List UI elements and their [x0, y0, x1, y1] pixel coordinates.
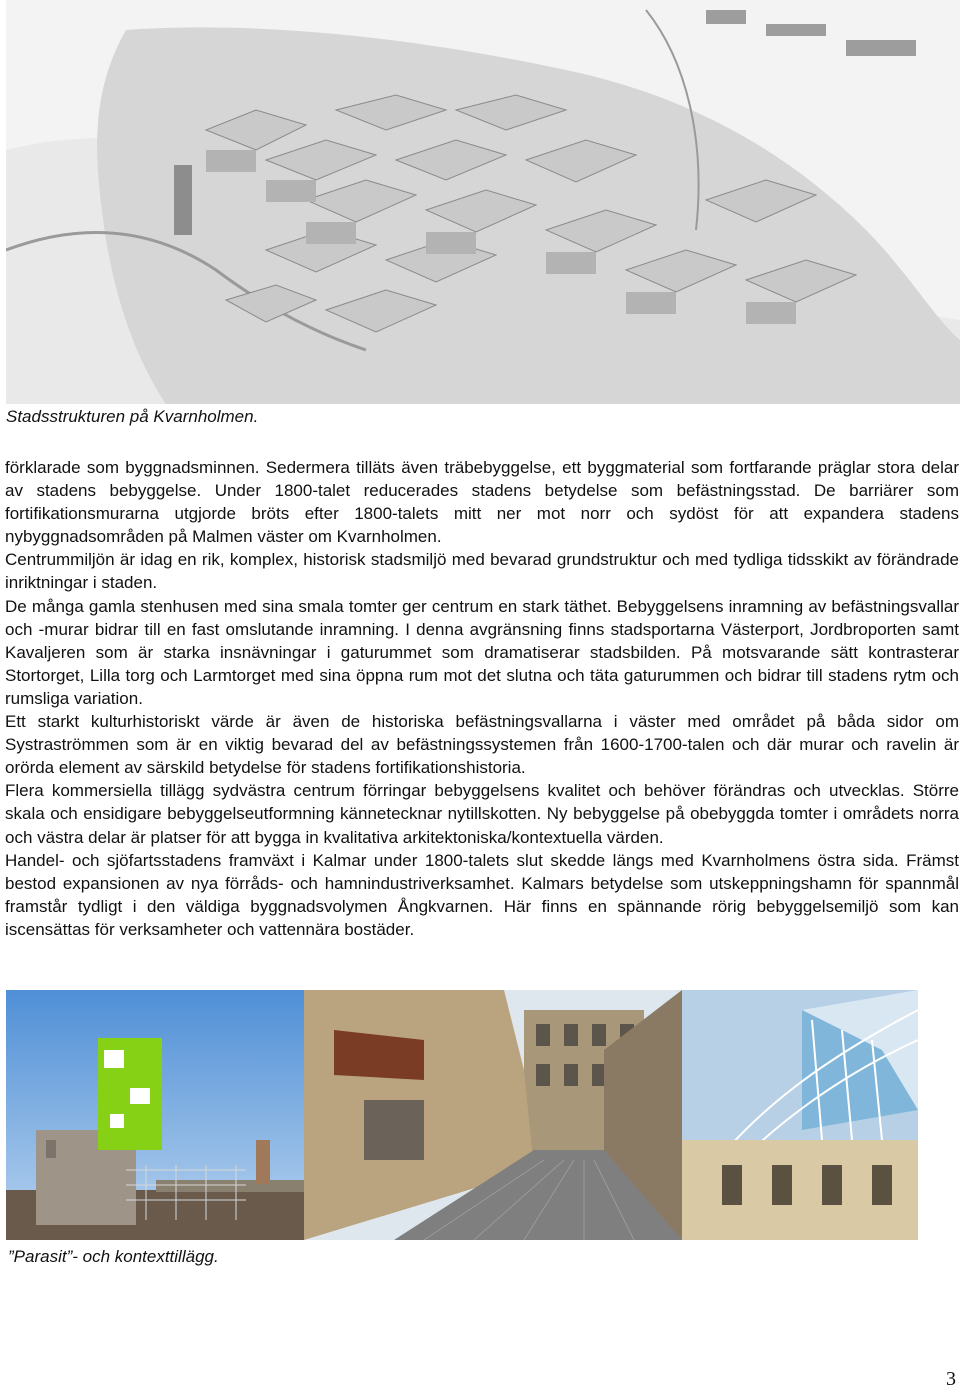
photo-strip: [6, 990, 918, 1240]
paragraph: De många gamla stenhusen med sina smala tomter ger centrum en stark täthet. Bebyggelsens inramning av befästningsvallar och -murar bidrar till en fast omslutande inramning. I denna avgränsning finns stadsportarna Västerport, Jordbroporten samt Kavaljeren som är starka insnävningar i gaturummet som dramatiserar stadsbilden. På motsvarande sätt kontrasterar Stortorget, Lilla torg och Larmtorget med sina öppna rum mot det slutna och täta gaturummen och bidrar till stadens rytm och rumsliga variation.: [5, 596, 959, 708]
figure-caption-city-model: Stadsstrukturen på Kvarnholmen.: [6, 407, 259, 426]
page-number: 3: [946, 1368, 956, 1390]
paragraph: Handel- och sjöfartsstadens framväxt i Kalmar under 1800-talets slut skedde längs med Kvarnholmens östra sida. Främst bestod expansionen av nya förråds- och hamnindustriverksamhet. Kalmars betydelse som utskeppningshamn för spannmål framstår tydligt i den väldiga byggnadsvolymen Ångkvarnen. Här finns en spännande rörig bebyggelsemiljö som kan iscensättas för verksamheter och vattennära bostäder.: [5, 850, 959, 939]
paragraph: förklarade som byggnadsminnen. Sedermera tilläts även träbebyggelse, ett byggmaterial som fortfarande präglar stora delar av stadens bebyggelse. Under 1800-talet reducerades stadens betydelse som befästningsstad. De barriärer som fortifikationsmurarna utgjorde bröts efter 1800-talets mitt ner mot norr och sydöst för att expandera stadens nybyggnadsområden på Malmen väster om Kvarnholmen.: [5, 458, 959, 547]
paragraph: Ett starkt kulturhistoriskt värde är även de historiska befästningsvallarna i väster med området på båda sidor om Systraströmmen som är en viktig bevarad del av befästningssystemen från 1600-1700-talen och där murar och ravelin är orörda element av särskild betydelse för stadens fortifikationshistoria.: [5, 712, 959, 778]
photo-parasite-house: [6, 990, 304, 1240]
figure-caption-photos: ”Parasit”- och kontexttillägg.: [8, 1247, 219, 1266]
paragraph: Centrummiljön är idag en rik, komplex, historisk stadsmiljö med bevarad grundstruktur och med tydliga tidsskikt av förändrade inriktningar i staden.: [5, 550, 959, 593]
photo-glass-roof: [682, 990, 918, 1240]
city-model-image: [6, 0, 960, 404]
photo-mews-street: [304, 990, 682, 1240]
paragraph: Flera kommersiella tillägg sydvästra centrum förringar bebyggelsens kvalitet och behöver förändras och utvecklas. Större skala och ensidigare bebyggelseutformning kännetecknar nytillskotten. Ny bebyggelse på obebyggda tomter i områdets norra och västra delar är platser för att bygga in kvalitativa arkitektoniska/kontextuella värden.: [5, 781, 959, 847]
body-text: [5, 456, 959, 941]
